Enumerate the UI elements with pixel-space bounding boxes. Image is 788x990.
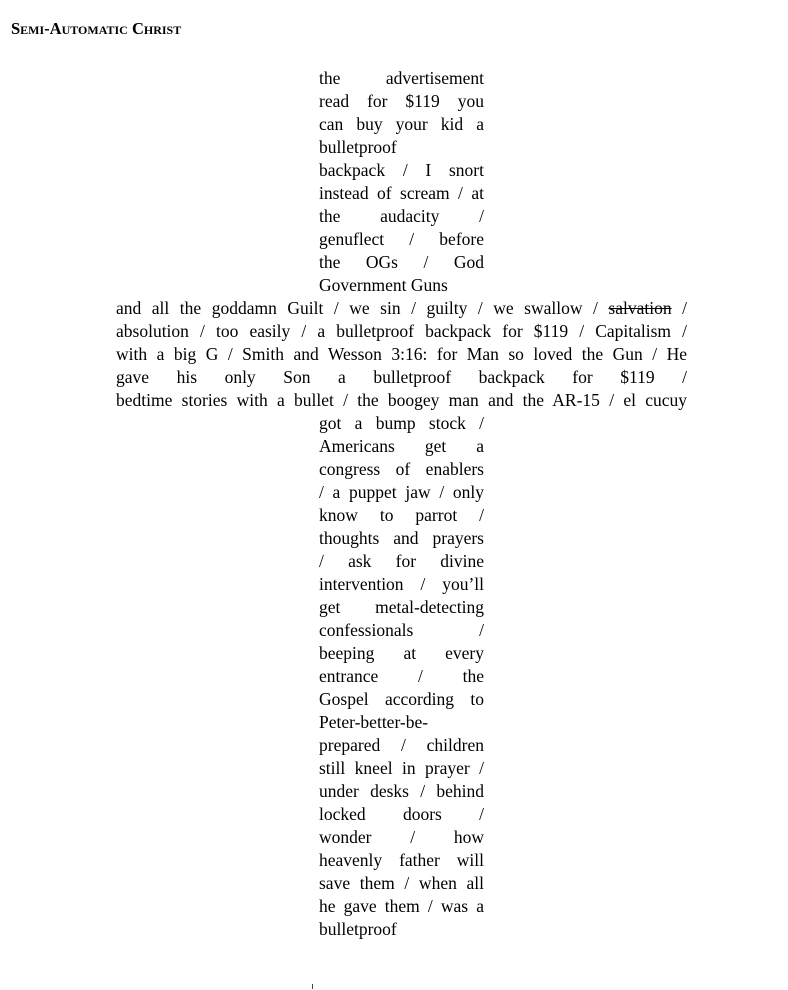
poem-line: the audacity / <box>319 206 484 226</box>
poem-title: Semi-Automatic Christ <box>11 19 182 38</box>
poem-line: Gospel according to <box>319 689 484 709</box>
poem-line: absolution / too easily / a bulletproof backpack for $119 / Capitalism / <box>116 321 687 341</box>
poem-stem-top <box>319 67 484 297</box>
poem-line: with a big G / Smith and Wesson 3:16: for Man so loved the Gun / He <box>116 344 687 364</box>
poem-line: entrance / the <box>319 666 484 686</box>
poem-line: Americans get a <box>319 436 484 456</box>
poem-line: can buy your kid a <box>319 114 484 134</box>
poem-line: / a puppet jaw / only <box>319 482 484 502</box>
poem-line: locked doors / <box>319 804 484 824</box>
poem-stem-bottom <box>319 412 484 941</box>
poem-crossbar <box>116 297 687 412</box>
poem-line: instead of scream / at <box>319 183 484 203</box>
poem-line: intervention / you’ll <box>319 574 484 594</box>
struck-word: salvation <box>608 298 672 318</box>
poem-line: still kneel in prayer / <box>319 758 484 778</box>
poem-line: got a bump stock / <box>319 413 484 433</box>
poem-line: bulletproof <box>319 919 397 939</box>
poem-line: wonder / how <box>319 827 484 847</box>
poem-text: and all the goddamn Guilt / we sin / guilty / we swallow / <box>116 298 598 318</box>
poem-line: / ask for divine <box>319 551 484 571</box>
poem-line: under desks / behind <box>319 781 484 801</box>
poem-line: Peter-better-be- <box>319 712 429 732</box>
poem-line: beeping at every <box>319 643 484 663</box>
poem-line: bulletproof <box>319 137 397 157</box>
poem-line: confessionals / <box>319 620 484 640</box>
poem-line: know to parrot / <box>319 505 484 525</box>
page-edge-mark <box>312 984 313 989</box>
poem-line: the OGs / God <box>319 252 484 272</box>
poem-line <box>116 297 687 320</box>
poem-line: the advertisement <box>319 68 484 88</box>
poem-line: genuflect / before <box>319 229 484 249</box>
poem-line: get metal-detecting <box>319 597 484 617</box>
poem-line: he gave them / was a <box>319 896 484 916</box>
poem-line: backpack / I snort <box>319 160 484 180</box>
poem-text: / <box>682 298 688 318</box>
poem-line: save them / when all <box>319 873 484 893</box>
poem-line: thoughts and prayers <box>319 528 484 548</box>
poem-line: gave his only Son a bulletproof backpack for $119 / <box>116 367 687 387</box>
poem-line: Government Guns <box>319 275 448 295</box>
poem-line: read for $119 you <box>319 91 484 111</box>
poem-line: bedtime stories with a bullet / the boogey man and the AR-15 / el cucuy <box>116 390 687 410</box>
poem-line: congress of enablers <box>319 459 484 479</box>
poem-line: prepared / children <box>319 735 484 755</box>
poem-body <box>0 67 788 941</box>
poem-line: heavenly father will <box>319 850 484 870</box>
